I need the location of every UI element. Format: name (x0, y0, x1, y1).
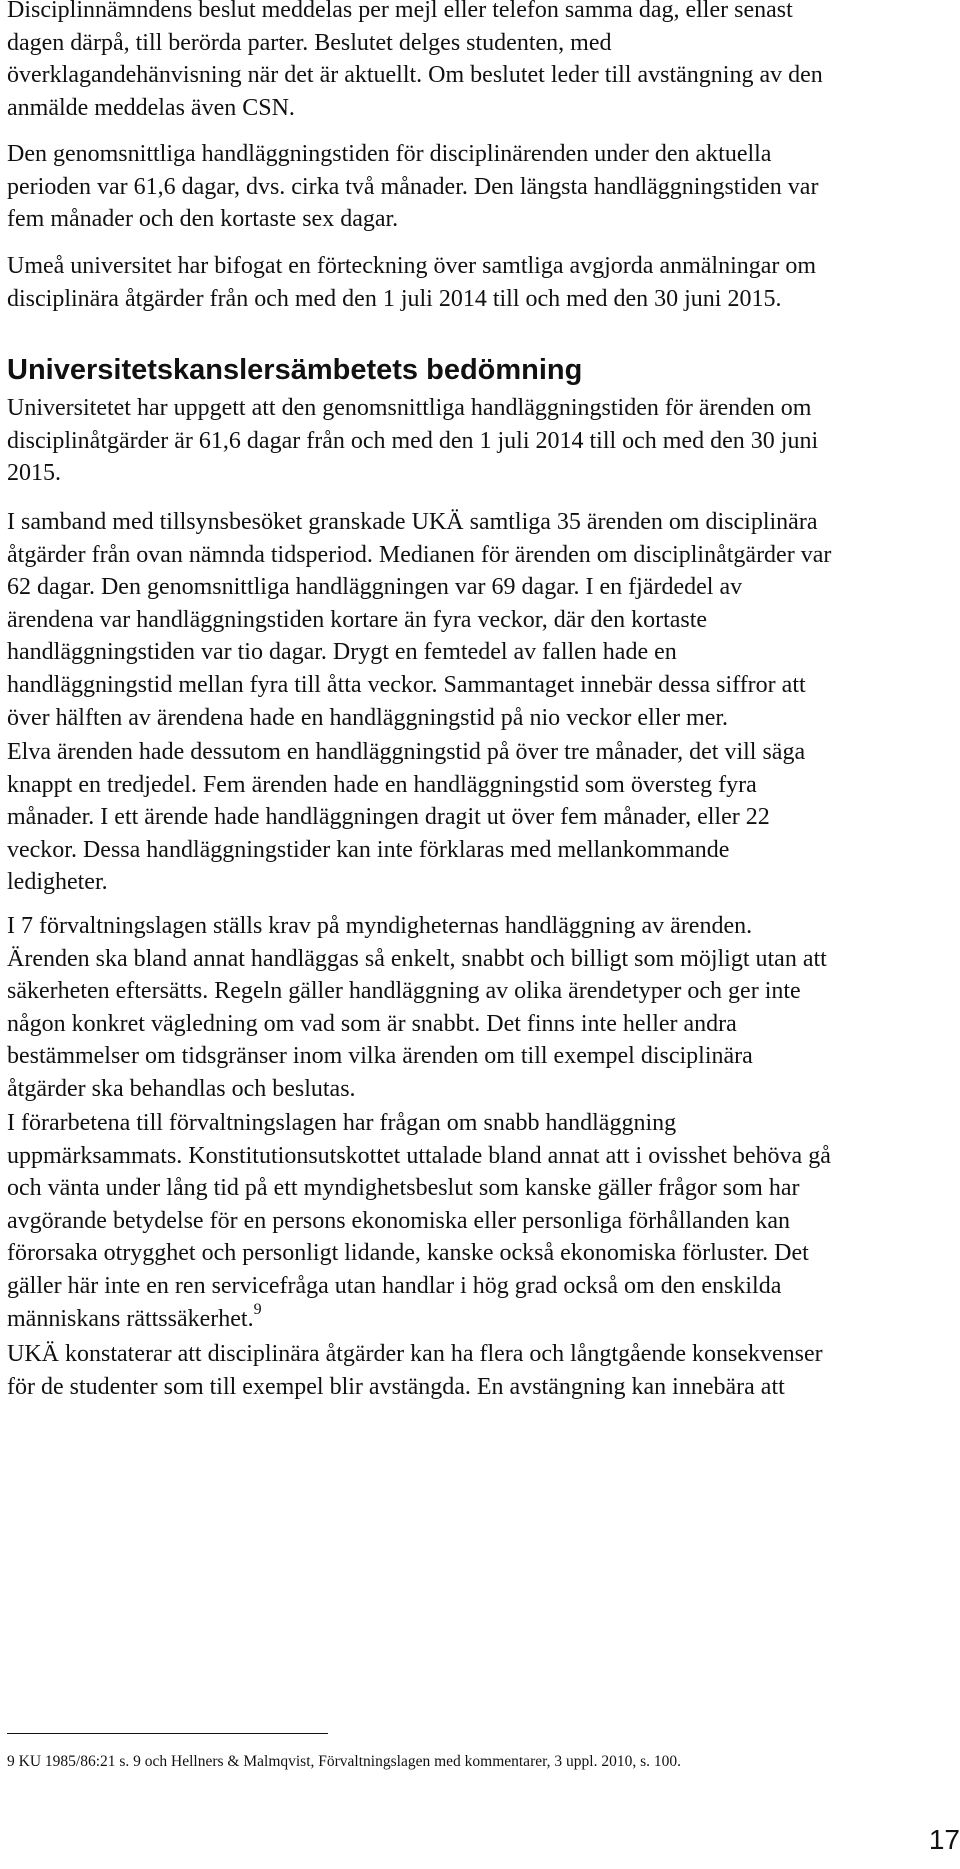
text-line: knappt en tredjedel. Fem ärenden hade en handläggningstid som översteg fyra (7, 771, 757, 798)
text-line: åtgärder ska behandlas och beslutas. (7, 1075, 356, 1102)
footnote-reference[interactable]: 9 (253, 1300, 262, 1318)
text-line: I förarbetena till förvaltningslagen har frågan om snabb handläggning (7, 1110, 677, 1136)
text-line: och vänta under lång tid på ett myndighetsbeslut som kanske gäller frågor som har (7, 1175, 800, 1202)
text-line: Disciplinnämndens beslut meddelas per mejl eller telefon samma dag, eller senast (7, 0, 793, 23)
text-line: överklagandehänvisning när det är aktuellt. Om beslutet leder till avstängning av den (7, 62, 823, 89)
paragraph-university-statement (7, 392, 953, 490)
page-number: 17 (928, 1824, 960, 1855)
paragraph-uka-conclusion (7, 1338, 953, 1403)
text-line: handläggningstid mellan fyra till åtta veckor. Sammantaget innebär dessa siffror att (7, 671, 806, 698)
text-line: ärendena var handläggningstiden kortare än fyra veckor, där den kortaste (7, 606, 708, 633)
text-line: förorsaka otrygghet och personligt lidande, kanske också ekonomiska förluster. Det (7, 1240, 809, 1267)
text-line: perioden var 61,6 dagar, dvs. cirka två månader. Den längsta handläggningstiden var (7, 173, 819, 200)
text-line: 62 dagar. Den genomsnittliga handläggningen var 69 dagar. I en fjärdedel av (7, 574, 743, 601)
footnote (7, 1752, 681, 1772)
text-line: Elva ärenden hade dessutom en handläggningstid på över tre månader, det vill säga (7, 739, 806, 765)
text-line: månader. I ett ärende hade handläggningen dragit ut över fem månader, eller 22 (7, 804, 770, 831)
text-line: bestämmelser om tidsgränser inom vilka ärenden om till exempel disciplinära (7, 1043, 753, 1070)
text-line: över hälften av ärendena hade en handläggningstid på nio veckor eller mer. (7, 704, 729, 731)
text-line: Umeå universitet har bifogat en förteckning över samtliga avgjorda anmälningar om (7, 253, 817, 279)
text-line-content: människans rättssäkerhet. (7, 1305, 254, 1332)
paragraph-uka-review (7, 506, 953, 734)
paragraph-average-processing-time (7, 138, 953, 236)
text-line (7, 1300, 953, 1336)
text-line: uppmärksammats. Konstitutionsutskottet uttalade bland annat att i ovisshet behöva gå (7, 1142, 831, 1169)
text-line: Ärenden ska bland annat handläggas så enkelt, snabbt och billigt som möjligt utan att (7, 945, 827, 972)
text-line: dagen därpå, till berörda parter. Beslutet delges studenten, med (7, 29, 612, 56)
text-line: åtgärder från ovan nämnda tidsperiod. Medianen för ärenden om disciplinåtgärder var (7, 541, 832, 568)
text-line: gäller här inte en ren servicefråga utan handlar i hög grad också om den enskilda (7, 1272, 782, 1299)
text-line: 2015. (7, 460, 61, 487)
footnote-text: KU 1985/86:21 s. 9 och Hellners & Malmqvist, Förvaltningslagen med kommentarer, 3 uppl. 2010, s. 100. (18, 1753, 681, 1770)
text-line: Universitetet har uppgett att den genomsnittliga handläggningstiden för ärenden om (7, 395, 812, 421)
text-line: veckor. Dessa handläggningstider kan inte förklaras med mellankommande (7, 836, 730, 863)
text-line: disciplinära åtgärder från och med den 1 juli 2014 till och med den 30 juni 2015. (7, 285, 782, 312)
text-line: avgörande betydelse för en persons ekonomiska eller personliga förhållanden kan (7, 1207, 791, 1234)
text-line: Den genomsnittliga handläggningstiden för disciplinärenden under den aktuella (7, 141, 772, 167)
text-line: fem månader och den kortaste sex dagar. (7, 206, 399, 233)
section-heading: Universitetskanslersämbetets bedömning (7, 354, 583, 386)
paragraph-attached-list (7, 250, 953, 315)
text-line: disciplinåtgärder är 61,6 dagar från och med den 1 juli 2014 till och med den 30 juni (7, 427, 819, 454)
text-line: UKÄ konstaterar att disciplinära åtgärder kan ha flera och långtgående konsekvenser (7, 1341, 823, 1367)
text-line: I samband med tillsynsbesöket granskade UKÄ samtliga 35 ärenden om disciplinära (7, 509, 818, 535)
text-line: säkerheten eftersätts. Regeln gäller handläggning av olika ärendetyper och ger inte (7, 978, 801, 1005)
text-line: för de studenter som till exempel blir avstängda. En avstängning kan innebära att (7, 1373, 785, 1400)
footnote-divider (7, 1733, 328, 1734)
paragraph-administrative-law (7, 910, 953, 1106)
paragraph-decision-notification (7, 0, 953, 124)
text-line: någon konkret vägledning om vad som är snabbt. Det finns inte heller andra (7, 1010, 737, 1037)
text-line: anmälde meddelas även CSN. (7, 94, 295, 121)
text-line: I 7 förvaltningslagen ställs krav på myndigheternas handläggning av ärenden. (7, 913, 753, 939)
text-line: ledigheter. (7, 869, 108, 896)
footnote-number: 9 (7, 1753, 15, 1770)
text-line: handläggningstiden var tio dagar. Drygt en femtedel av fallen hade en (7, 639, 677, 666)
paragraph-preparatory-works (7, 1107, 953, 1335)
paragraph-long-cases (7, 736, 953, 899)
